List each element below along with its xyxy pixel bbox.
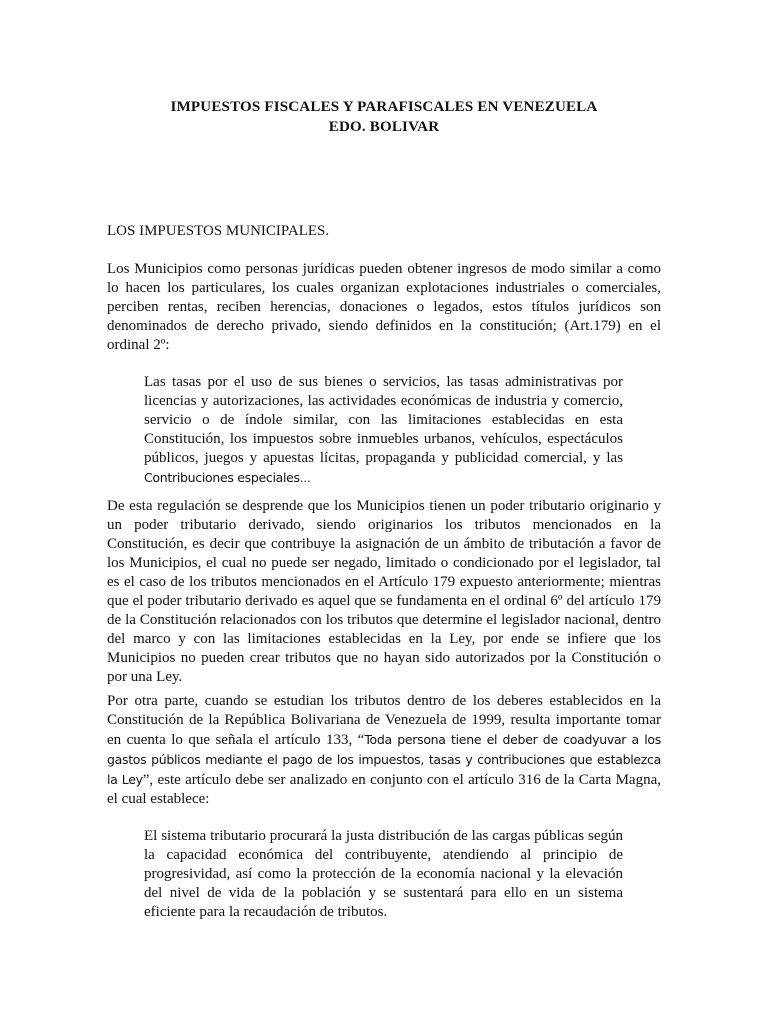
- section-heading: LOS IMPUESTOS MUNICIPALES.: [107, 223, 330, 239]
- block-quote-article-316: El sistema tributario procurará la justa distribución de las cargas públicas según la capacidad económica del contribuyente, atendiendo al principio de progresividad, así como la protección de la economía nacional y la elevación del nivel de vida de la población y se sustentará para ello en un sistema eficiente para la recaudación de tributos.: [144, 828, 623, 920]
- paragraph-text-end: ”, este artículo debe ser analizado en conjunto con el artículo 316 de la Carta Magna, el cual establece:: [107, 772, 661, 807]
- paragraph-intro: Los Municipios como personas jurídicas pueden obtener ingresos de modo similar a como lo hacen los particulares, los cuales organizan explotaciones industriales o comerciales, perciben rentas, reciben herencias, donaciones o legados, estos títulos jurídicos son denominados de derecho privado, siendo definidos en la constitución; (Art.179) en el ordinal 2º:: [107, 261, 661, 353]
- paragraph-article-133: [107, 692, 661, 809]
- quote-text: Las tasas por el uso de sus bienes o servicios, las tasas administrativas por licencias y autorizaciones, las actividades económicas de industria y comercio, servicio o de índole similar, con las limitaciones establecidas en esta Constitución, los impuestos sobre inmuebles urbanos, vehículos, espectáculos públicos, juegos y apuestas lícitas, propaganda y publicidad comercial, y las: [144, 374, 623, 466]
- document-title: IMPUESTOS FISCALES Y PARAFISCALES EN VENEZUELA: [170, 99, 598, 115]
- inline-quote-article-133: Toda persona tiene el deber de coadyuvar a los gastos públicos mediante el pago de los impuestos, tasas y contribuciones que establezca la Ley: [107, 732, 661, 787]
- paragraph-text-start: Por otra parte, cuando se estudian los tributos dentro de los deberes establecidos en la Constitución de la República Bolivariana de Venezuela de 1999, resulta importante tomar en cuenta lo que señala el artículo 133, “: [107, 693, 661, 748]
- paragraph-tax-power: De esta regulación se desprende que los Municipios tienen un poder tributario originario y un poder tributario derivado, siendo originarios los tributos mencionados en la Constitución, es decir que contribuye la asignación de un ámbito de tributación a favor de los Municipios, el cual no puede ser negado, limitado o condicionado por el legislador, tal es el caso de los tributos mencionados en el Artículo 179 expuesto anteriormente; mientras que el poder tributario derivado es aquel que se fundamenta en el ordinal 6º del artículo 179 de la Constitución relacionados con los tributos que determine el legislador nacional, dentro del marco y con las limitaciones establecidas en la Ley, por ende se infiere que los Municipios no pueden crear tributos que no hayan sido autorizados por la Constitución o por una Ley.: [107, 498, 661, 685]
- document-subtitle: EDO. BOLIVAR: [328, 119, 440, 135]
- quote-ellipsis: …: [299, 472, 311, 485]
- block-quote-article-179: [144, 373, 623, 488]
- quote-tail: Contribuciones especiales: [144, 470, 300, 485]
